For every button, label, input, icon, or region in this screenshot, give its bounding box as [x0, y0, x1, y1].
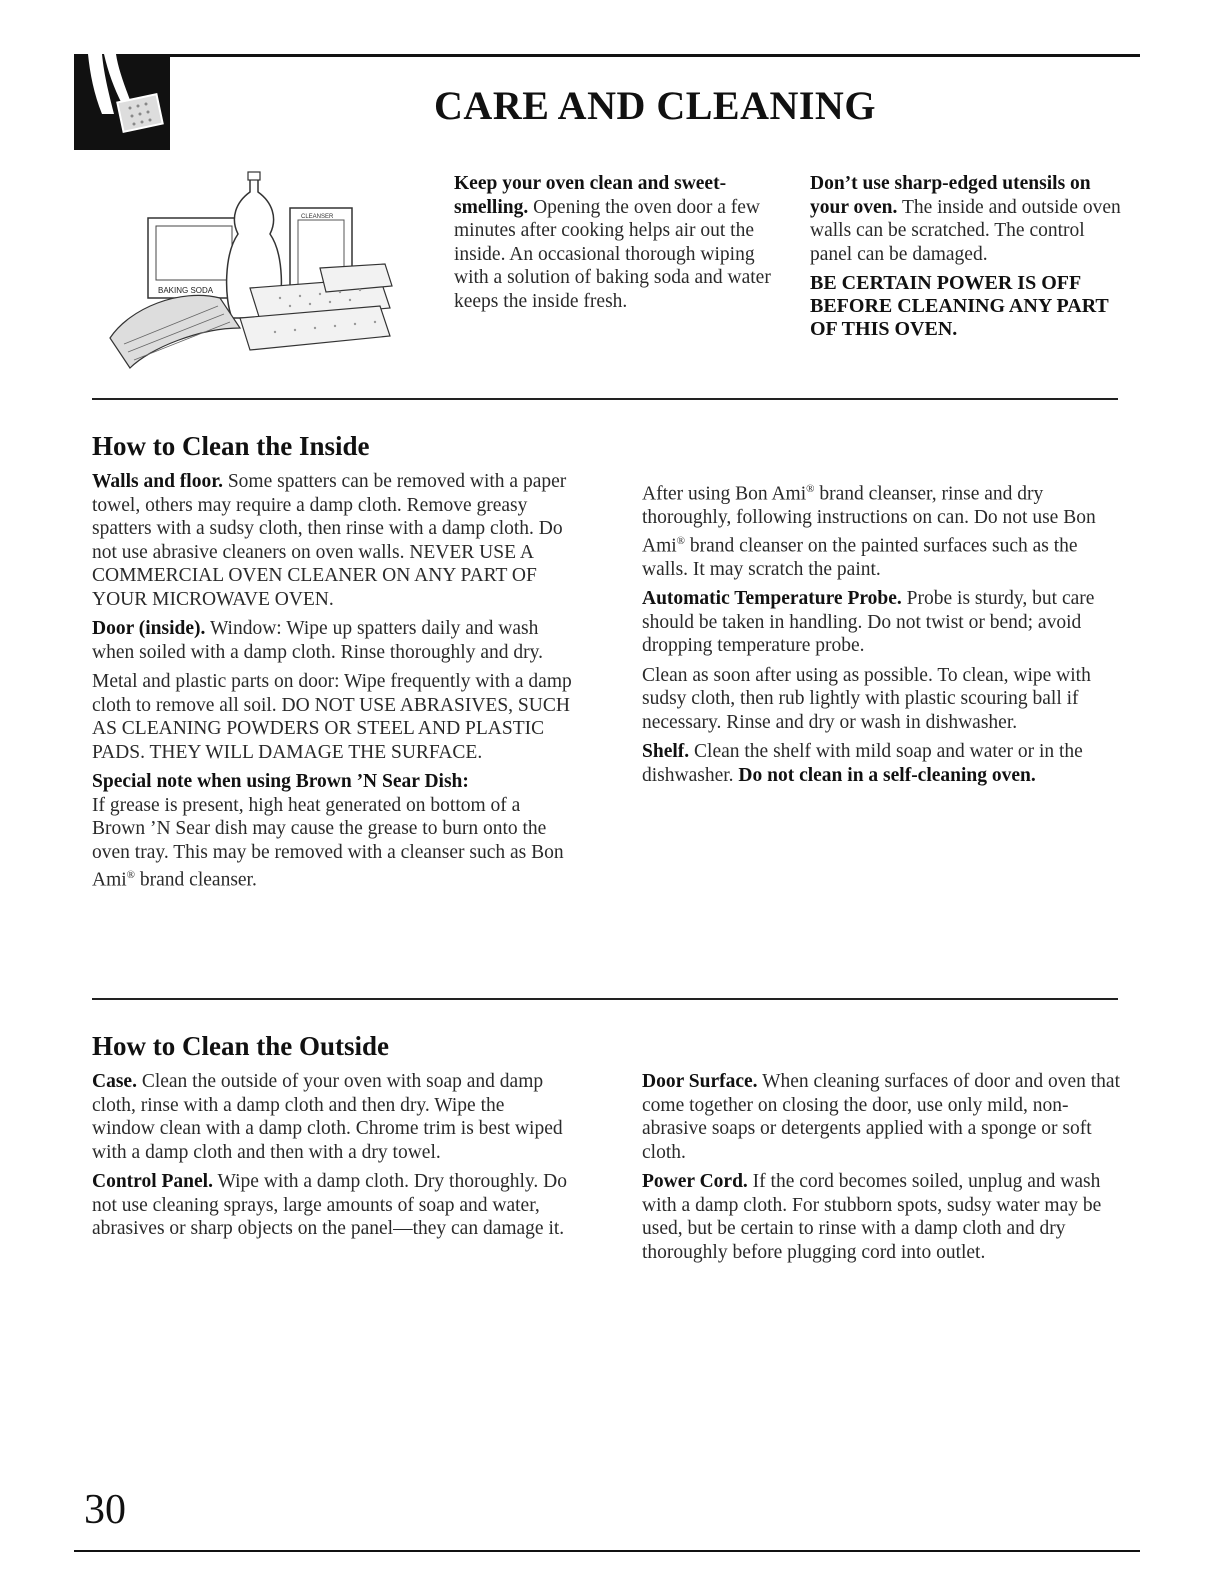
shelf-lead: Shelf.	[642, 741, 690, 762]
walls-lead: Walls and floor.	[92, 471, 223, 492]
shelf-warning: Do not clean in a self-cleaning oven.	[738, 764, 1036, 786]
probe-clean-text: Clean as soon after using as possible. To clean, wipe with sudsy cloth, then rub lightly with plastic scouring ball if necessary. Rinse and dry or wash in dishwasher.	[642, 664, 1091, 733]
shelf-text: Clean the shelf with mild soap and water or in the dishwasher.	[642, 741, 1083, 786]
hand-sponge-icon	[74, 54, 170, 150]
outside-column-right	[642, 1070, 1120, 1270]
probe-lead: Automatic Temperature Probe.	[642, 588, 902, 609]
control-panel-text: Wipe with a damp cloth. Dry thoroughly. Do not use cleaning sprays, large amounts of soap and water, abrasives or sharp objects on the panel—they can damage it.	[92, 1171, 567, 1239]
intro-text-right: The inside and outside oven walls can be scratched. The control panel can be damaged.	[810, 196, 1121, 265]
metal-plastic-text: Metal and plastic parts on door: Wipe frequently with a damp cloth to remove all soil. DO NOT USE ABRASIVES, SUCH AS CLEANING POWDERS OR STEEL AND PLASTIC PADS. THEY WILL DAMAGE THE SURFACE.	[92, 671, 572, 763]
door-surface-lead: Door Surface.	[642, 1071, 758, 1092]
special-note-text: If grease is present, high heat generated on bottom of a Brown ’N Sear dish may cause the grease to burn onto the oven tray. This may be removed with a cleanser such as Bon Ami	[92, 794, 564, 891]
intro-column-left	[454, 172, 784, 319]
walls-text: Some spatters can be removed with a paper towel, others may require a damp cloth. Remove greasy spatters with a sudsy cloth, then rinse with a damp cloth. Do not use abrasive cleaners on oven walls. NEVER USE A COMMERCIAL OVEN CLEANER ON ANY PART OF YOUR MICROWAVE OVEN.	[92, 471, 567, 610]
intro-lead-right: Don’t use sharp-edged utensils on your oven.	[810, 173, 1091, 218]
section-divider-1	[92, 398, 1118, 400]
intro-lead-left: Keep your oven clean and sweet-smelling.	[454, 173, 727, 218]
page-title: CARE AND CLEANING	[434, 83, 876, 128]
door-inside-lead: Door (inside).	[92, 618, 206, 639]
door-surface-text: When cleaning surfaces of door and oven that come together on closing the door, use only mild, non-abrasive soaps or detergents applied with a sponge or soft cloth.	[642, 1071, 1120, 1163]
registered-mark: ®	[806, 483, 815, 495]
section-divider-2	[92, 998, 1118, 1000]
outside-section-title: How to Clean the Outside	[92, 1031, 389, 1061]
cleaning-supplies-illustration	[100, 168, 400, 378]
case-text: Clean the outside of your oven with soap and damp cloth, rinse with a damp cloth and then dry. Wipe the window clean with a damp cloth. Chrome trim is best wiped with a damp cloth and then with a dry towel.	[92, 1071, 563, 1163]
bottom-rule	[74, 1550, 1140, 1552]
special-note-lead: Special note when using Brown ’N Sear Dish:	[92, 771, 469, 792]
registered-mark: ®	[126, 869, 136, 881]
registered-mark: ®	[676, 534, 686, 547]
power-off-warning: BE CERTAIN POWER IS OFF BEFORE CLEANING ANY PART OF THIS OVEN.	[810, 272, 1109, 340]
special-note-text-end: brand cleanser.	[135, 869, 257, 891]
power-cord-text: If the cord becomes soiled, unplug and wash with a damp cloth. For stubborn spots, sudsy water may be used, but be certain to rinse with a damp cloth and dry thoroughly before plugging cord into outlet.	[642, 1171, 1102, 1263]
case-lead: Case.	[92, 1071, 137, 1092]
after-text-a: After using Bon Ami	[642, 483, 807, 505]
after-text-c: brand cleanser on the painted surfaces such as the walls. It may scratch the paint.	[642, 535, 1078, 580]
cleanser-label: CLEANSER	[301, 214, 334, 220]
top-rule	[74, 54, 1140, 57]
inside-section-title: How to Clean the Inside	[92, 431, 370, 461]
outside-column-left	[92, 1070, 572, 1247]
control-panel-lead: Control Panel.	[92, 1171, 213, 1192]
door-inside-text: Window: Wipe up spatters daily and wash when soiled with a damp cloth. Rinse thoroughly and dry.	[92, 618, 543, 663]
probe-text: Probe is sturdy, but care should be taken in handling. Do not twist or bend; avoid dropping temperature probe.	[642, 588, 1095, 656]
baking-soda-label: BAKING SODA	[158, 286, 214, 295]
intro-text-left: Opening the oven door a few minutes after cooking helps air out the inside. An occasional thorough wiping with a solution of baking soda and water keeps the inside fresh.	[454, 196, 771, 312]
page-number: 30	[84, 1487, 126, 1533]
inside-column-right	[642, 478, 1120, 793]
power-cord-lead: Power Cord.	[642, 1171, 748, 1192]
inside-column-left	[92, 470, 572, 898]
intro-column-right	[810, 172, 1130, 347]
after-text-b: brand cleanser, rinse and dry thoroughly, following instructions on can. Do not use Bon Ami	[642, 483, 1096, 556]
